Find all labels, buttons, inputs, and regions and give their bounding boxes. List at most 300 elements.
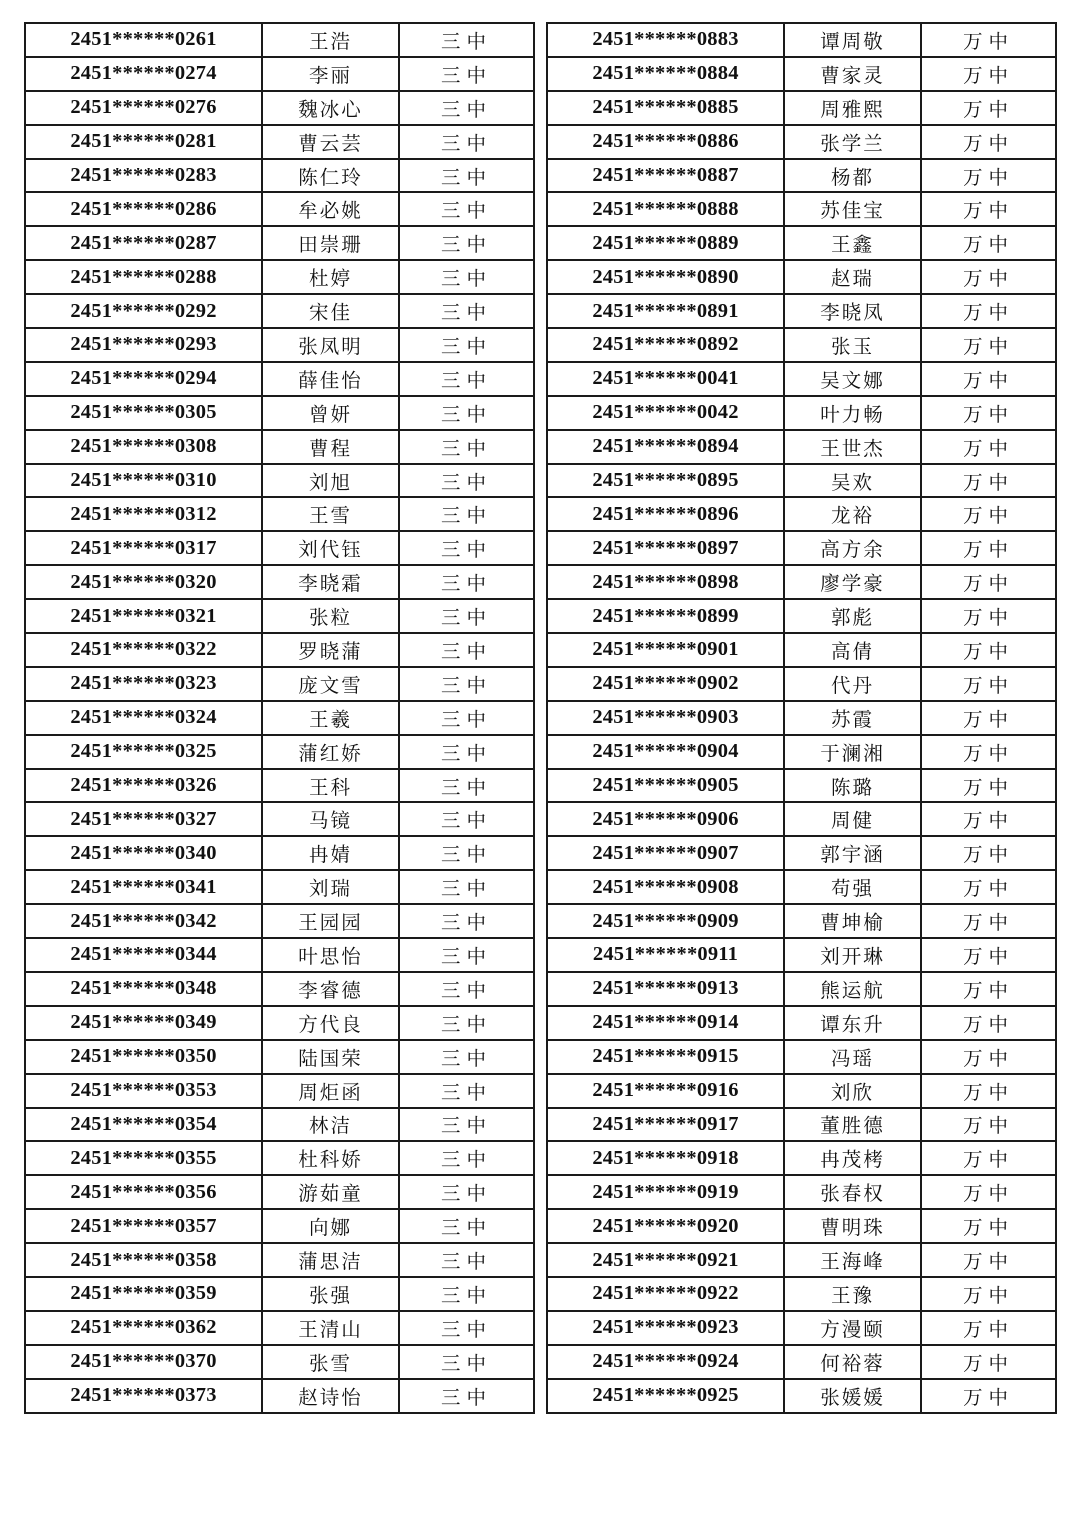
table-row — [547, 362, 1056, 396]
student-id-cell: 2451******0276 — [25, 91, 262, 125]
table-row — [547, 1243, 1056, 1277]
school-cell: 万中 — [921, 226, 1056, 260]
school-cell: 万中 — [921, 735, 1056, 769]
student-name-cell: 罗晓蒲 — [262, 633, 399, 667]
student-id-cell: 2451******0354 — [25, 1108, 262, 1142]
table-row — [25, 1175, 534, 1209]
student-id-cell: 2451******0327 — [25, 802, 262, 836]
student-name-cell: 游茹童 — [262, 1175, 399, 1209]
table-row — [25, 836, 534, 870]
student-name-cell: 曹云芸 — [262, 125, 399, 159]
school-cell: 三中 — [399, 497, 534, 531]
student-id-cell: 2451******0914 — [547, 1006, 784, 1040]
student-id-cell: 2451******0916 — [547, 1074, 784, 1108]
student-name-cell: 谭周敬 — [784, 23, 921, 57]
school-cell: 万中 — [921, 1277, 1056, 1311]
student-id-cell: 2451******0905 — [547, 769, 784, 803]
student-id-cell: 2451******0287 — [25, 226, 262, 260]
table-row — [547, 904, 1056, 938]
student-id-cell: 2451******0310 — [25, 464, 262, 498]
table-row — [25, 57, 534, 91]
school-cell: 三中 — [399, 972, 534, 1006]
school-cell: 万中 — [921, 1040, 1056, 1074]
table-row — [25, 1108, 534, 1142]
student-name-cell: 谭东升 — [784, 1006, 921, 1040]
student-id-cell: 2451******0921 — [547, 1243, 784, 1277]
school-cell: 三中 — [399, 565, 534, 599]
student-id-cell: 2451******0348 — [25, 972, 262, 1006]
school-cell: 万中 — [921, 1141, 1056, 1175]
school-cell: 三中 — [399, 667, 534, 701]
student-name-cell: 叶思怡 — [262, 938, 399, 972]
table-row — [547, 735, 1056, 769]
table-row — [25, 599, 534, 633]
table-row — [25, 328, 534, 362]
student-id-cell: 2451******0308 — [25, 430, 262, 464]
school-cell: 三中 — [399, 1209, 534, 1243]
table-row — [25, 802, 534, 836]
student-id-cell: 2451******0349 — [25, 1006, 262, 1040]
student-name-cell: 周健 — [784, 802, 921, 836]
table-row — [25, 396, 534, 430]
school-cell: 三中 — [399, 1311, 534, 1345]
school-cell: 万中 — [921, 328, 1056, 362]
student-id-cell: 2451******0920 — [547, 1209, 784, 1243]
table-row — [25, 870, 534, 904]
student-name-cell: 宋佳 — [262, 294, 399, 328]
table-row — [547, 430, 1056, 464]
school-cell: 三中 — [399, 1108, 534, 1142]
student-name-cell: 冉茂栲 — [784, 1141, 921, 1175]
school-cell: 万中 — [921, 260, 1056, 294]
school-cell: 万中 — [921, 464, 1056, 498]
table-row — [25, 769, 534, 803]
student-id-cell: 2451******0317 — [25, 531, 262, 565]
student-id-cell: 2451******0890 — [547, 260, 784, 294]
student-id-cell: 2451******0312 — [25, 497, 262, 531]
table-row — [547, 1074, 1056, 1108]
school-cell: 三中 — [399, 599, 534, 633]
school-cell: 万中 — [921, 633, 1056, 667]
student-name-cell: 牟必姚 — [262, 192, 399, 226]
table-row — [25, 362, 534, 396]
table-row — [25, 667, 534, 701]
student-name-cell: 王园园 — [262, 904, 399, 938]
school-cell: 万中 — [921, 1175, 1056, 1209]
student-id-cell: 2451******0292 — [25, 294, 262, 328]
table-row — [547, 1040, 1056, 1074]
student-name-cell: 薛佳怡 — [262, 362, 399, 396]
student-name-cell: 方代良 — [262, 1006, 399, 1040]
student-name-cell: 郭彪 — [784, 599, 921, 633]
table-row — [25, 1277, 534, 1311]
student-id-cell: 2451******0344 — [25, 938, 262, 972]
table-row — [25, 904, 534, 938]
school-cell: 三中 — [399, 125, 534, 159]
school-cell: 三中 — [399, 904, 534, 938]
student-id-cell: 2451******0922 — [547, 1277, 784, 1311]
school-cell: 万中 — [921, 125, 1056, 159]
student-name-cell: 蒲思洁 — [262, 1243, 399, 1277]
table-row — [547, 802, 1056, 836]
table-row — [25, 1141, 534, 1175]
school-cell: 三中 — [399, 192, 534, 226]
table-row — [547, 159, 1056, 193]
student-id-cell: 2451******0340 — [25, 836, 262, 870]
student-id-cell: 2451******0908 — [547, 870, 784, 904]
school-cell: 三中 — [399, 464, 534, 498]
student-name-cell: 田崇珊 — [262, 226, 399, 260]
student-name-cell: 向娜 — [262, 1209, 399, 1243]
table-row — [547, 599, 1056, 633]
table-row — [25, 633, 534, 667]
table-row — [547, 23, 1056, 57]
student-id-cell: 2451******0901 — [547, 633, 784, 667]
student-id-cell: 2451******0370 — [25, 1345, 262, 1379]
student-name-cell: 杜科娇 — [262, 1141, 399, 1175]
school-cell: 三中 — [399, 633, 534, 667]
school-cell: 万中 — [921, 870, 1056, 904]
left-roster-table — [24, 22, 535, 1414]
student-name-cell: 王鑫 — [784, 226, 921, 260]
student-name-cell: 王浩 — [262, 23, 399, 57]
school-cell: 三中 — [399, 294, 534, 328]
student-id-cell: 2451******0895 — [547, 464, 784, 498]
school-cell: 万中 — [921, 294, 1056, 328]
student-name-cell: 杜婷 — [262, 260, 399, 294]
school-cell: 三中 — [399, 870, 534, 904]
student-name-cell: 张玉 — [784, 328, 921, 362]
student-name-cell: 陆国荣 — [262, 1040, 399, 1074]
table-row — [547, 226, 1056, 260]
student-name-cell: 刘瑞 — [262, 870, 399, 904]
student-name-cell: 马镜 — [262, 802, 399, 836]
table-row — [547, 1277, 1056, 1311]
student-id-cell: 2451******0883 — [547, 23, 784, 57]
school-cell: 三中 — [399, 328, 534, 362]
student-name-cell: 苏佳宝 — [784, 192, 921, 226]
left-roster-body — [25, 23, 534, 1413]
table-row — [547, 1141, 1056, 1175]
student-name-cell: 陈仁玲 — [262, 159, 399, 193]
student-id-cell: 2451******0886 — [547, 125, 784, 159]
student-name-cell: 张媛媛 — [784, 1379, 921, 1413]
school-cell: 三中 — [399, 226, 534, 260]
student-name-cell: 吴文娜 — [784, 362, 921, 396]
table-row — [547, 1379, 1056, 1413]
student-id-cell: 2451******0342 — [25, 904, 262, 938]
table-row — [547, 57, 1056, 91]
student-id-cell: 2451******0896 — [547, 497, 784, 531]
school-cell: 三中 — [399, 1243, 534, 1277]
school-cell: 万中 — [921, 57, 1056, 91]
table-row — [25, 1243, 534, 1277]
school-cell: 三中 — [399, 802, 534, 836]
student-id-cell: 2451******0293 — [25, 328, 262, 362]
school-cell: 万中 — [921, 938, 1056, 972]
student-id-cell: 2451******0907 — [547, 836, 784, 870]
table-row — [547, 91, 1056, 125]
table-row — [25, 1040, 534, 1074]
table-row — [25, 1379, 534, 1413]
table-row — [547, 1175, 1056, 1209]
school-cell: 万中 — [921, 1108, 1056, 1142]
student-name-cell: 张学兰 — [784, 125, 921, 159]
school-cell: 三中 — [399, 938, 534, 972]
student-name-cell: 王雪 — [262, 497, 399, 531]
school-cell: 万中 — [921, 599, 1056, 633]
school-cell: 三中 — [399, 1040, 534, 1074]
student-id-cell: 2451******0899 — [547, 599, 784, 633]
school-cell: 三中 — [399, 1345, 534, 1379]
school-cell: 三中 — [399, 57, 534, 91]
student-name-cell: 李晓霜 — [262, 565, 399, 599]
school-cell: 万中 — [921, 159, 1056, 193]
school-cell: 三中 — [399, 1074, 534, 1108]
student-name-cell: 张凤明 — [262, 328, 399, 362]
student-id-cell: 2451******0320 — [25, 565, 262, 599]
table-row — [547, 769, 1056, 803]
student-id-cell: 2451******0325 — [25, 735, 262, 769]
student-id-cell: 2451******0294 — [25, 362, 262, 396]
table-row — [547, 667, 1056, 701]
table-row — [547, 1108, 1056, 1142]
student-name-cell: 赵瑞 — [784, 260, 921, 294]
table-row — [547, 1345, 1056, 1379]
student-name-cell: 于澜湘 — [784, 735, 921, 769]
student-id-cell: 2451******0355 — [25, 1141, 262, 1175]
student-name-cell: 张春权 — [784, 1175, 921, 1209]
student-name-cell: 廖学豪 — [784, 565, 921, 599]
school-cell: 万中 — [921, 430, 1056, 464]
student-id-cell: 2451******0288 — [25, 260, 262, 294]
school-cell: 三中 — [399, 362, 534, 396]
table-row — [547, 497, 1056, 531]
student-name-cell: 郭宇涵 — [784, 836, 921, 870]
table-row — [547, 328, 1056, 362]
student-name-cell: 曹坤榆 — [784, 904, 921, 938]
student-name-cell: 刘旭 — [262, 464, 399, 498]
student-id-cell: 2451******0283 — [25, 159, 262, 193]
student-id-cell: 2451******0324 — [25, 701, 262, 735]
school-cell: 万中 — [921, 1379, 1056, 1413]
table-row — [25, 701, 534, 735]
student-name-cell: 何裕蓉 — [784, 1345, 921, 1379]
table-row — [25, 226, 534, 260]
table-row — [547, 701, 1056, 735]
table-row — [25, 531, 534, 565]
school-cell: 三中 — [399, 1175, 534, 1209]
table-row — [25, 1074, 534, 1108]
student-id-cell: 2451******0358 — [25, 1243, 262, 1277]
student-id-cell: 2451******0274 — [25, 57, 262, 91]
table-row — [25, 192, 534, 226]
student-id-cell: 2451******0924 — [547, 1345, 784, 1379]
student-id-cell: 2451******0923 — [547, 1311, 784, 1345]
table-row — [25, 430, 534, 464]
table-row — [25, 565, 534, 599]
student-name-cell: 方漫颐 — [784, 1311, 921, 1345]
student-id-cell: 2451******0889 — [547, 226, 784, 260]
student-id-cell: 2451******0362 — [25, 1311, 262, 1345]
student-name-cell: 陈璐 — [784, 769, 921, 803]
school-cell: 万中 — [921, 769, 1056, 803]
student-name-cell: 王豫 — [784, 1277, 921, 1311]
table-row — [25, 1345, 534, 1379]
school-cell: 三中 — [399, 23, 534, 57]
table-row — [25, 294, 534, 328]
table-row — [547, 260, 1056, 294]
student-id-cell: 2451******0350 — [25, 1040, 262, 1074]
school-cell: 三中 — [399, 1277, 534, 1311]
school-cell: 三中 — [399, 735, 534, 769]
student-name-cell: 代丹 — [784, 667, 921, 701]
student-id-cell: 2451******0915 — [547, 1040, 784, 1074]
student-name-cell: 龙裕 — [784, 497, 921, 531]
student-id-cell: 2451******0281 — [25, 125, 262, 159]
student-id-cell: 2451******0321 — [25, 599, 262, 633]
table-row — [547, 870, 1056, 904]
student-id-cell: 2451******0326 — [25, 769, 262, 803]
school-cell: 万中 — [921, 1209, 1056, 1243]
table-row — [547, 1311, 1056, 1345]
school-cell: 三中 — [399, 430, 534, 464]
school-cell: 万中 — [921, 972, 1056, 1006]
student-name-cell: 董胜德 — [784, 1108, 921, 1142]
student-id-cell: 2451******0894 — [547, 430, 784, 464]
table-row — [547, 396, 1056, 430]
student-name-cell: 曹家灵 — [784, 57, 921, 91]
student-name-cell: 赵诗怡 — [262, 1379, 399, 1413]
student-id-cell: 2451******0909 — [547, 904, 784, 938]
table-row — [25, 1311, 534, 1345]
school-cell: 万中 — [921, 396, 1056, 430]
student-name-cell: 刘代钰 — [262, 531, 399, 565]
student-name-cell: 王羲 — [262, 701, 399, 735]
school-cell: 万中 — [921, 497, 1056, 531]
student-id-cell: 2451******0911 — [547, 938, 784, 972]
school-cell: 三中 — [399, 396, 534, 430]
student-id-cell: 2451******0887 — [547, 159, 784, 193]
table-row — [547, 125, 1056, 159]
school-cell: 万中 — [921, 667, 1056, 701]
student-id-cell: 2451******0892 — [547, 328, 784, 362]
student-name-cell: 苟强 — [784, 870, 921, 904]
student-id-cell: 2451******0888 — [547, 192, 784, 226]
student-id-cell: 2451******0305 — [25, 396, 262, 430]
student-name-cell: 刘欣 — [784, 1074, 921, 1108]
student-id-cell: 2451******0041 — [547, 362, 784, 396]
student-name-cell: 刘开琳 — [784, 938, 921, 972]
student-id-cell: 2451******0373 — [25, 1379, 262, 1413]
table-row — [547, 836, 1056, 870]
student-name-cell: 王海峰 — [784, 1243, 921, 1277]
school-cell: 万中 — [921, 531, 1056, 565]
student-name-cell: 高方余 — [784, 531, 921, 565]
student-id-cell: 2451******0918 — [547, 1141, 784, 1175]
student-name-cell: 魏冰心 — [262, 91, 399, 125]
table-row — [25, 972, 534, 1006]
student-id-cell: 2451******0286 — [25, 192, 262, 226]
student-name-cell: 张雪 — [262, 1345, 399, 1379]
student-id-cell: 2451******0913 — [547, 972, 784, 1006]
student-name-cell: 曹明珠 — [784, 1209, 921, 1243]
student-name-cell: 叶力畅 — [784, 396, 921, 430]
student-id-cell: 2451******0919 — [547, 1175, 784, 1209]
student-name-cell: 曹程 — [262, 430, 399, 464]
school-cell: 三中 — [399, 1379, 534, 1413]
student-id-cell: 2451******0897 — [547, 531, 784, 565]
student-name-cell: 李睿德 — [262, 972, 399, 1006]
student-id-cell: 2451******0341 — [25, 870, 262, 904]
student-id-cell: 2451******0891 — [547, 294, 784, 328]
student-name-cell: 庞文雪 — [262, 667, 399, 701]
student-id-cell: 2451******0359 — [25, 1277, 262, 1311]
student-id-cell: 2451******0902 — [547, 667, 784, 701]
table-row — [25, 735, 534, 769]
student-name-cell: 熊运航 — [784, 972, 921, 1006]
student-name-cell: 周雅熙 — [784, 91, 921, 125]
student-id-cell: 2451******0885 — [547, 91, 784, 125]
school-cell: 万中 — [921, 192, 1056, 226]
student-name-cell: 张粒 — [262, 599, 399, 633]
school-cell: 万中 — [921, 91, 1056, 125]
school-cell: 万中 — [921, 1006, 1056, 1040]
table-row — [547, 938, 1056, 972]
school-cell: 万中 — [921, 362, 1056, 396]
student-id-cell: 2451******0357 — [25, 1209, 262, 1243]
student-name-cell: 王清山 — [262, 1311, 399, 1345]
student-id-cell: 2451******0904 — [547, 735, 784, 769]
student-id-cell: 2451******0353 — [25, 1074, 262, 1108]
school-cell: 万中 — [921, 836, 1056, 870]
student-name-cell: 周炬函 — [262, 1074, 399, 1108]
student-name-cell: 王科 — [262, 769, 399, 803]
school-cell: 三中 — [399, 701, 534, 735]
school-cell: 万中 — [921, 1243, 1056, 1277]
table-row — [25, 497, 534, 531]
table-row — [547, 464, 1056, 498]
table-row — [547, 294, 1056, 328]
student-id-cell: 2451******0261 — [25, 23, 262, 57]
school-cell: 三中 — [399, 836, 534, 870]
student-name-cell: 王世杰 — [784, 430, 921, 464]
student-id-cell: 2451******0356 — [25, 1175, 262, 1209]
table-row — [547, 192, 1056, 226]
school-cell: 三中 — [399, 1006, 534, 1040]
student-id-cell: 2451******0898 — [547, 565, 784, 599]
student-id-cell: 2451******0884 — [547, 57, 784, 91]
table-row — [25, 464, 534, 498]
table-row — [25, 23, 534, 57]
table-row — [547, 972, 1056, 1006]
school-cell: 万中 — [921, 1074, 1056, 1108]
school-cell: 三中 — [399, 1141, 534, 1175]
school-cell: 万中 — [921, 1311, 1056, 1345]
table-row — [25, 91, 534, 125]
table-row — [547, 531, 1056, 565]
student-name-cell: 蒲红娇 — [262, 735, 399, 769]
table-row — [25, 1209, 534, 1243]
student-name-cell: 李晓凤 — [784, 294, 921, 328]
table-row — [547, 633, 1056, 667]
student-id-cell: 2451******0917 — [547, 1108, 784, 1142]
student-name-cell: 李丽 — [262, 57, 399, 91]
student-id-cell: 2451******0322 — [25, 633, 262, 667]
right-roster-body — [547, 23, 1056, 1413]
school-cell: 万中 — [921, 23, 1056, 57]
student-id-cell: 2451******0906 — [547, 802, 784, 836]
